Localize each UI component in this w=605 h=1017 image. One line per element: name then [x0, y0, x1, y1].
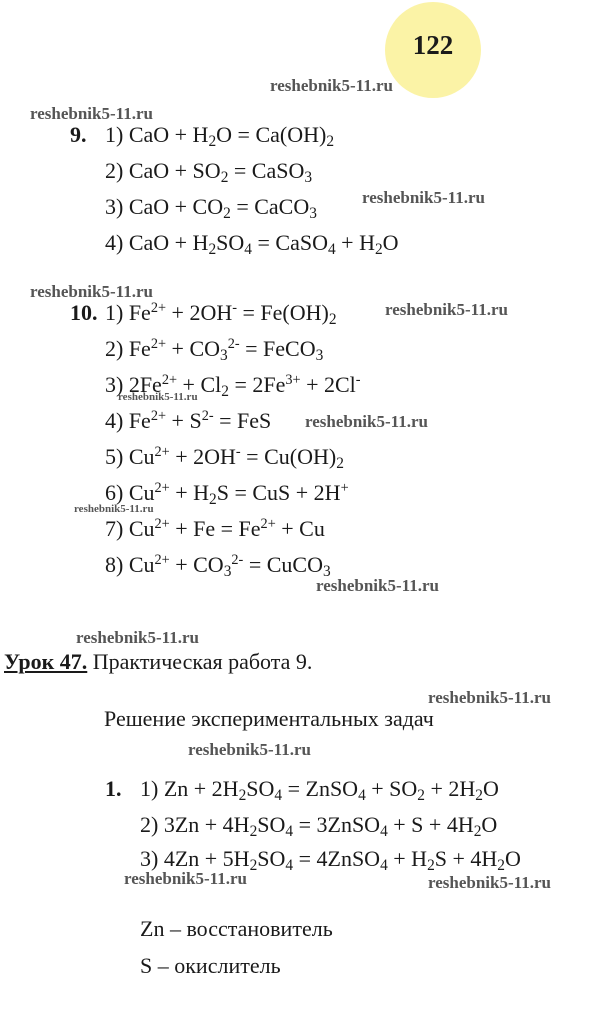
equation: 3) $4Zn + 5H_2SO_4$ = 4ZnSO$_4$ + $H_2S + 4H_2O$: [140, 846, 521, 874]
note-reducer: Zn – восстановитель: [140, 916, 333, 941]
equation: 3) $2Fe^{2+} + Cl_2 = 2Fe^{3+} + 2Cl^-$: [105, 372, 361, 400]
note-oxidizer: S – окислитель: [140, 953, 281, 978]
page-number: 122: [412, 30, 454, 60]
equation: 4) CaO + $H_2SO_4$ = CaSO$_4$ + $H_2O$: [105, 230, 399, 258]
equation: 1) $Fe^{2+} + 2OH^- = Fe(OH)_2$: [105, 300, 337, 328]
watermark: reshebnik5-11.ru: [118, 391, 198, 403]
equation: 6) $Cu^{2+} + H_2S$ = CuS + 2H+: [105, 480, 349, 508]
equation: 5) $Cu^{2+} + 2OH^- = Cu(OH)_2$: [105, 444, 344, 472]
equation: 8) $Cu^{2+} + CO_3^{2-}$ = CuCO$_3$: [105, 552, 331, 580]
lesson-subtitle: Решение экспериментальных задач: [104, 706, 434, 731]
watermark: reshebnik5-11.ru: [428, 688, 551, 707]
watermark: reshebnik5-11.ru: [76, 628, 199, 647]
watermark: reshebnik5-11.ru: [316, 576, 439, 595]
equation: 2) CaO + $SO_2$ = CaSO$_3$: [105, 158, 313, 186]
watermark: reshebnik5-11.ru: [188, 740, 311, 759]
lesson-title: Практическая работа 9.: [92, 649, 313, 674]
task-1-number: 1.: [105, 776, 122, 801]
watermark: reshebnik5-11.ru: [270, 76, 393, 95]
equation: 1) $Zn + 2H_2SO_4$ = ZnSO$_4$ + $SO_2 + 2H_2O$: [140, 776, 499, 804]
equation: 2) $3Zn + 4H_2SO_4$ = 3ZnSO$_4$ + $S + 4H_2O$: [140, 812, 498, 840]
watermark: reshebnik5-11.ru: [30, 104, 153, 123]
watermark: reshebnik5-11.ru: [305, 412, 428, 431]
task-9-number: 9.: [70, 122, 87, 147]
watermark: reshebnik5-11.ru: [385, 300, 508, 319]
lesson-label: Урок 47.: [4, 649, 88, 674]
lesson-heading: [4, 649, 312, 675]
watermark: reshebnik5-11.ru: [74, 503, 154, 515]
watermark: reshebnik5-11.ru: [362, 188, 485, 207]
task-10-number: 10.: [70, 300, 98, 325]
equation: 3) CaO + $CO_2$ = CaCO$_3$: [105, 194, 317, 222]
watermark: reshebnik5-11.ru: [124, 869, 247, 888]
equation: 2) $Fe^{2+} + CO_3^{2-}$ = FeCO$_3$: [105, 336, 324, 364]
equation: 4) $Fe^{2+} + S^{2-}$ = FeS: [105, 408, 272, 433]
watermark: reshebnik5-11.ru: [428, 873, 551, 892]
equation: 7) $Cu^{2+} + Fe = Fe^{2+} + Cu$: [105, 516, 325, 541]
equation: 1) CaO + $H_2O = Ca(OH)_2$: [105, 122, 335, 150]
watermark: reshebnik5-11.ru: [30, 282, 153, 301]
